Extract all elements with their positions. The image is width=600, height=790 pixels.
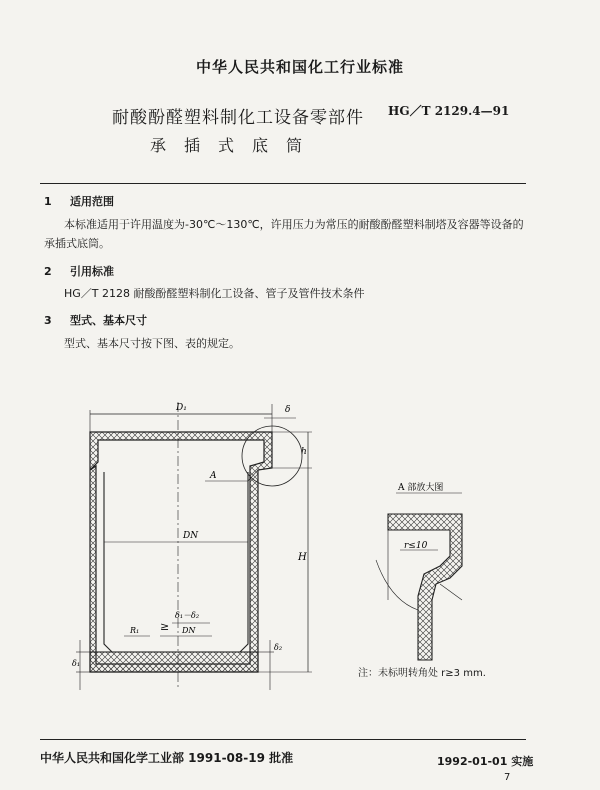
standard-code: HG／T 2129.4—91 [388, 104, 510, 118]
vessel-inner-outline [104, 472, 248, 652]
document-subtitle: 承插式底筒 [150, 136, 321, 155]
d1-label: D₁ [176, 403, 187, 413]
formula-denominator: DN [182, 626, 196, 635]
section-1-line-2: 承插式底筒。 [44, 237, 110, 250]
detail-view-title: A 部放大图 [398, 483, 444, 493]
section-3-title: 型式、基本尺寸 [70, 314, 147, 327]
footer-rule [40, 739, 526, 740]
dn-label: DN [183, 531, 199, 541]
geq-sign: ≥ [160, 620, 170, 633]
delta1-label: δ₁ [72, 659, 81, 668]
vessel-bottom-section [90, 652, 258, 672]
detail-a-label: A [210, 471, 217, 481]
page-number: 7 [504, 772, 511, 783]
section-3-line-1: 型式、基本尺寸按下图、表的规定。 [64, 337, 240, 350]
detail-radius-label: r≤10 [404, 541, 428, 551]
formula-numerator: δ₁－δ₂ [175, 611, 200, 620]
section-3-number: 3 [44, 314, 52, 327]
implementation-date: 1992-01-01 实施 [437, 755, 534, 768]
section-1-line-1: 本标准适用于许用温度为-30℃～130℃，许用压力为常压的耐酸酚醛塑料制塔及容器等设备的 [64, 218, 524, 231]
r1-label: R₁ [130, 626, 140, 635]
h-label: h [301, 447, 307, 457]
approval-statement: 中华人民共和国化学工业部 1991-08-19 批准 [40, 751, 294, 765]
drawing-note: 注：未标明转角处 r≥3 mm. [358, 668, 486, 679]
section-2-number: 2 [44, 265, 52, 278]
section-1-title: 适用范围 [70, 195, 114, 208]
delta2-label: δ₂ [274, 643, 283, 652]
standard-category-title: 中华人民共和国化工行业标准 [195, 58, 404, 76]
document-title: 耐酸酚醛塑料制化工设备零部件 [112, 108, 364, 128]
H-label: H [298, 552, 307, 563]
delta-label: δ [285, 405, 291, 415]
detail-view-section [388, 514, 462, 660]
section-1-number: 1 [44, 195, 52, 208]
section-2-title: 引用标准 [70, 265, 114, 278]
section-2-line-1: HG／T 2128 耐酸酚醛塑料制化工设备、管子及管件技术条件 [64, 287, 365, 300]
